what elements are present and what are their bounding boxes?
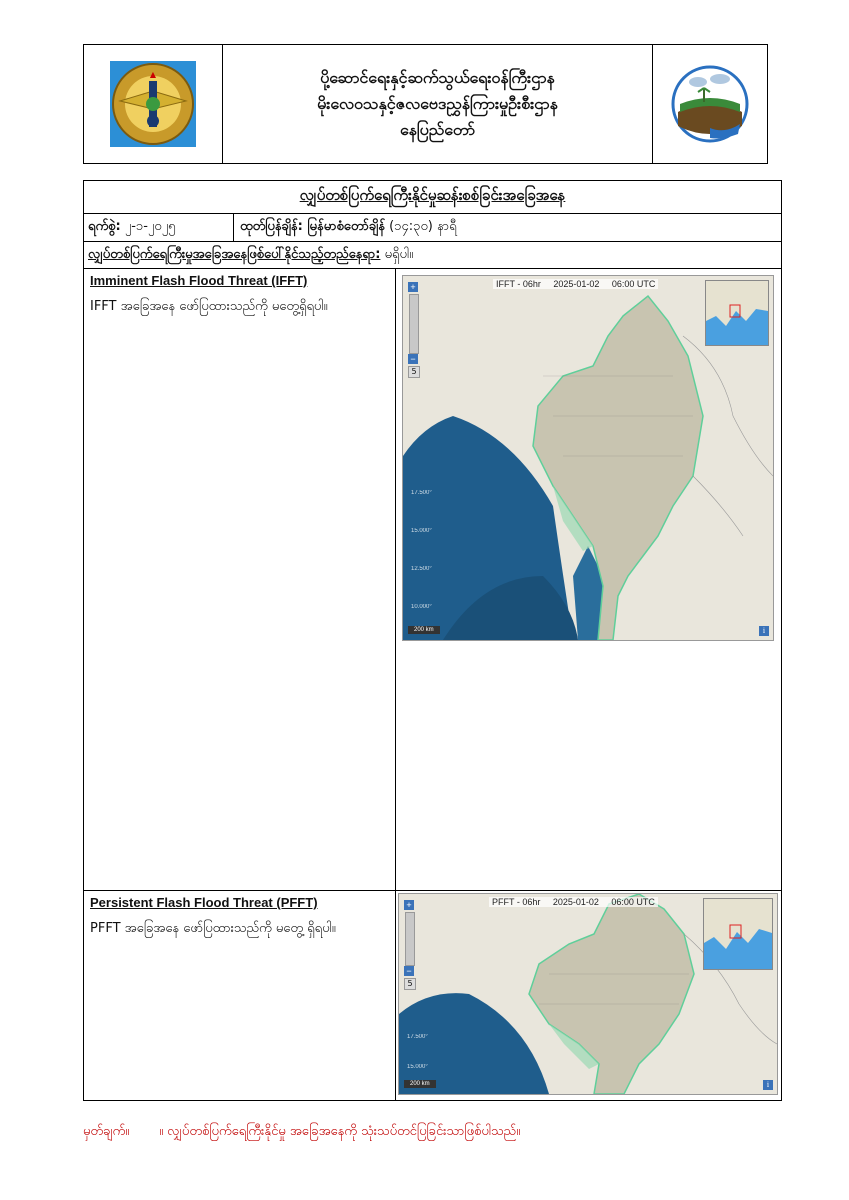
department-name: မိုးလေဝသနှင့်ဇလဗေဒညွှန်ကြားမှုဦးစီးဌာန bbox=[317, 94, 558, 113]
remark-note bbox=[83, 1123, 520, 1142]
issue-time-label: ထုတ်ပြန်ချိန်: မြန်မာစံတော်ချိန် bbox=[240, 219, 385, 234]
lat-tick: 12.500° bbox=[411, 566, 432, 572]
zoom-slider[interactable] bbox=[405, 912, 415, 966]
svg-text:▲: ▲ bbox=[149, 70, 157, 79]
pfft-overview-inset[interactable] bbox=[703, 898, 773, 970]
table-title-row bbox=[84, 181, 781, 214]
scale-bar: 200 km bbox=[404, 1080, 436, 1088]
letterhead-title bbox=[223, 45, 652, 163]
affected-region-row bbox=[84, 242, 781, 269]
affected-region-value: မရှိပါ။ bbox=[384, 246, 414, 262]
assessment-table bbox=[83, 180, 782, 1101]
ifft-description bbox=[84, 269, 396, 890]
issue-time-value: (၁၄:၃၀) နာရီ bbox=[389, 219, 457, 234]
issue-time-cell bbox=[234, 214, 781, 241]
zoom-level: 5 bbox=[408, 366, 420, 378]
ifft-map-cell bbox=[396, 269, 781, 890]
zoom-out-icon[interactable]: − bbox=[408, 354, 418, 364]
lat-tick: 10.000° bbox=[411, 604, 432, 610]
pfft-heading: Persistent Flash Flood Threat (PFFT) bbox=[90, 895, 318, 910]
report-title: လျှပ်တစ်ပြက်ရေကြီးနိုင်မှုဆန်းစစ်ခြင်းအခြေအနေ bbox=[299, 186, 566, 204]
info-icon[interactable]: i bbox=[763, 1080, 773, 1090]
ifft-heading: Imminent Flash Flood Threat (IFFT) bbox=[90, 273, 308, 288]
remark-text: ။ လျှပ်တစ်ပြက်ရေကြီးနိုင်မှု အခြေအနေကို သုံးသပ်တင်ပြခြင်းသာဖြစ်ပါသည်။ bbox=[159, 1124, 521, 1139]
hydrology-cycle-logo bbox=[652, 45, 767, 163]
zoom-out-icon[interactable]: − bbox=[404, 966, 414, 976]
lat-tick: 17.500° bbox=[411, 490, 432, 496]
city-name: နေပြည်တော် bbox=[399, 120, 476, 139]
zoom-level: 5 bbox=[404, 978, 416, 990]
ifft-overview-inset[interactable] bbox=[705, 280, 769, 346]
ministry-name: ပို့ဆောင်ရေးနှင့်ဆက်သွယ်ရေးဝန်ကြီးဌာန bbox=[320, 68, 555, 87]
lat-tick: 17.500° bbox=[407, 1034, 428, 1040]
pfft-map[interactable] bbox=[398, 893, 778, 1095]
ifft-map-title: IFFT - 06hr 2025-01-02 06:00 UTC bbox=[493, 279, 658, 289]
zoom-in-icon[interactable]: + bbox=[404, 900, 414, 910]
zoom-slider[interactable] bbox=[409, 294, 419, 354]
lat-tick: 15.000° bbox=[411, 528, 432, 534]
info-icon[interactable]: i bbox=[759, 626, 769, 636]
date-label: ရက်စွဲ: bbox=[88, 219, 121, 234]
department-seal-logo bbox=[84, 45, 223, 163]
pfft-map-cell bbox=[396, 891, 781, 1100]
ifft-section bbox=[84, 269, 781, 891]
date-time-row bbox=[84, 214, 781, 242]
affected-region-label: လျှပ်တစ်ပြက်ရေကြီးမှုအခြေအနေဖြစ်ပေါ်နိုင်သည့်တည်နေရာ: bbox=[88, 246, 381, 262]
ifft-body: IFFT အခြေအနေ ဖော်ပြထားသည်ကို မတွေ့ရှိရပါ။ bbox=[90, 299, 328, 314]
zoom-in-icon[interactable]: + bbox=[408, 282, 418, 292]
pfft-body: PFFT အခြေအနေ ဖော်ပြထားသည်ကို မတွေ့ ရှိရပါ။ bbox=[90, 921, 336, 936]
pfft-map-title: PFFT - 06hr 2025-01-02 06:00 UTC bbox=[489, 897, 658, 907]
scale-bar: 200 km bbox=[408, 626, 440, 634]
lat-tick: 15.000° bbox=[407, 1064, 428, 1070]
date-cell bbox=[84, 214, 234, 241]
date-value: ၂-၁-၂၀၂၅ bbox=[124, 219, 176, 234]
ifft-map[interactable] bbox=[402, 275, 774, 641]
letterhead bbox=[83, 44, 768, 164]
remark-label: မှတ်ချက်။ bbox=[83, 1124, 130, 1139]
pfft-description bbox=[84, 891, 396, 1100]
pfft-section bbox=[84, 891, 781, 1100]
